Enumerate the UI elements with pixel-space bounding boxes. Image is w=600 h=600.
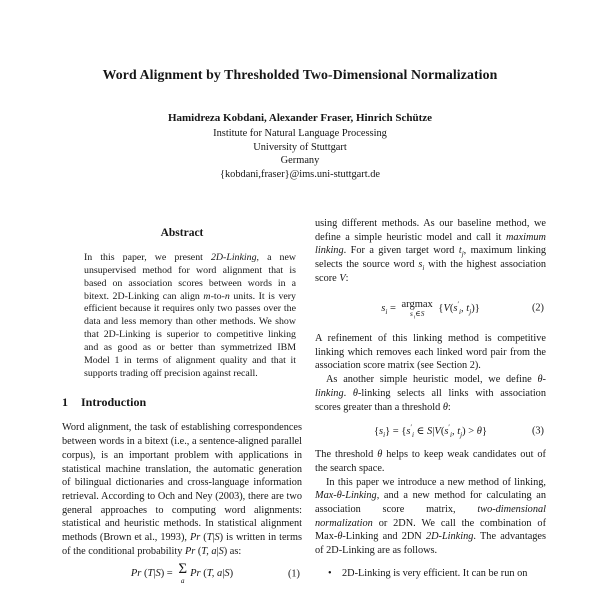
affiliation-block	[0, 127, 600, 181]
equation-1-body: Pr (T|S) = Σ a Pr (T, a|S)	[130, 561, 234, 586]
right-paragraph-baseline: using different methods. As our baseline method, we define a simple heuristic model and call it maximum linking. For a given target word $t_j$, maximum linking selects the source word $s_i$ with the highest association score V:	[315, 218, 547, 284]
section-heading-introduction	[62, 395, 302, 410]
bullet-text: 2D-Linking is very efficient. It can be run on	[342, 567, 528, 579]
affiliation-country: Germany	[280, 155, 320, 167]
equation-2-number: (2)	[531, 302, 544, 314]
paper-title: Word Alignment by Thresholded Two-Dimensional Normalization	[102, 67, 498, 82]
abstract-heading: Abstract	[160, 227, 204, 239]
equation-1	[62, 562, 302, 586]
bullet-item-efficiency	[315, 567, 546, 581]
summation-operator: Σ a	[178, 561, 188, 586]
equation-3-body: $\{s_i\} = \{s'_i$ ∈ $S|V(s'_i$, $t_j) > \theta$}	[373, 423, 488, 440]
authors-line: Hamidreza Kobdani, Alexander Fraser, Hinrich Schütze	[167, 112, 433, 124]
section-title: Introduction	[81, 395, 147, 410]
equation-2	[315, 299, 546, 319]
equation-1-number: (1)	[287, 568, 300, 580]
right-paragraph-competitive-linking: A refinement of this linking method is competitive linking which removes each linked word pair from the association score matrix (see Section 2).	[315, 333, 546, 372]
equation-3-number: (3)	[531, 425, 544, 437]
equation-3	[315, 423, 546, 440]
abstract-text: In this paper, we present 2D-Linking, a new unsupervised method for word alignment that is based on association scores between words in a bitext. 2D-Linking can align m-to-n units. It is very efficient because it requires only two passes over the data and less memory than other methods. We show that 2D-Linking is superior to competitive linking and as good as or better than symmetrized IBM Model 1 in terms of alignment quality and that it supports trading off precision against recall.	[84, 252, 296, 379]
right-column	[315, 217, 546, 581]
authors-email: {kobdani,fraser}@ims.uni-stuttgart.de	[219, 168, 381, 180]
right-paragraph-threshold: The threshold θ helps to keep weak candidates out of the search space.	[315, 449, 546, 474]
section-number: 1	[62, 395, 68, 410]
argmax-operator: argmax $s'_i\in S$	[401, 298, 433, 320]
sigma-symbol: Σ	[178, 561, 188, 578]
introduction-paragraph: Word alignment, the task of establishing correspondences between words in a bitext (i.e., a sentence-aligned parallel corpus), is an important problem with applications in statistical machine translation, the automatic generation of bilingual dictionaries and cross-language information retrieval. According to Och and Ney (2003), there are two general approaches to computing word alignments: statistical and heuristic methods. In statistical alignment methods (Brown et al., 1993), Pr (T|S) is written in terms of the conditional probability Pr (T, a|S) as:	[62, 422, 302, 557]
left-column	[62, 221, 302, 586]
bullet-icon: •	[328, 567, 332, 579]
right-paragraph-contributions: In this paper we introduce a new method of linking, Max-θ-Linking, and a new method for calculating an association score matrix, two-dimensional normalization or 2DN. We call the combination of Max-θ-Linking and 2DN 2D-Linking. The advantages of 2D-Linking are as follows.	[315, 476, 546, 557]
right-paragraph-theta-linking: As another simple heuristic model, we define θ-linking. θ-linking selects all links with association scores greater than a threshold θ:	[315, 374, 546, 413]
equation-2-body: $s_i$ = argmax $s'_i\in S$ {$V(s'_i$, $t_j$)}	[381, 298, 480, 320]
affiliation-university: University of Stuttgart	[253, 141, 347, 153]
affiliation-institute: Institute for Natural Language Processing	[213, 128, 387, 139]
